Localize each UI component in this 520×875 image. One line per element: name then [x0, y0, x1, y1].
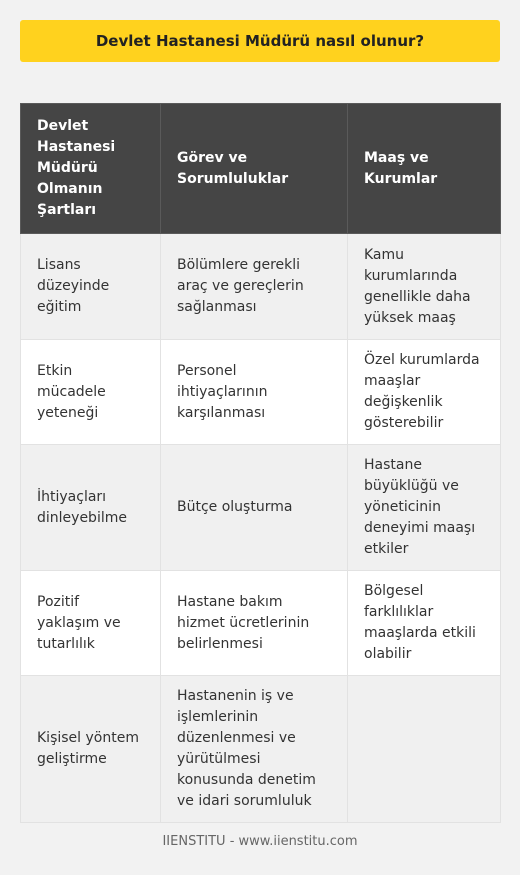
table-row [21, 571, 501, 676]
table-row [21, 445, 501, 571]
cell-requirement: Pozitif yaklaşım ve tutarlılık [21, 571, 161, 676]
cell-duty: Personel ihtiyaçlarının karşılanması [161, 340, 348, 445]
cell-requirement: İhtiyaçları dinleyebilme [21, 445, 161, 571]
cell-salary: Özel kurumlarda maaşlar değişkenlik gösterebilir [348, 340, 501, 445]
cell-salary: Kamu kurumlarında genellikle daha yüksek maaş [348, 234, 501, 340]
table-row [21, 234, 501, 340]
cell-duty: Bölümlere gerekli araç ve gereçlerin sağlanması [161, 234, 348, 340]
cell-requirement: Etkin mücadele yeteneği [21, 340, 161, 445]
table-row [21, 676, 501, 823]
page-title: Devlet Hastanesi Müdürü nasıl olunur? [20, 20, 500, 62]
header-duties: Görev ve Sorumluluklar [161, 104, 348, 234]
cell-duty: Hastanenin iş ve işlemlerinin düzenlenmesi ve yürütülmesi konusunda denetim ve idari sorumluluk [161, 676, 348, 823]
footer-credit: IIENSTITU - www.iienstitu.com [162, 834, 358, 849]
info-table [20, 103, 501, 823]
header-requirements: Devlet Hastanesi Müdürü Olmanın Şartları [21, 104, 161, 234]
cell-duty: Bütçe oluşturma [161, 445, 348, 571]
cell-salary: Hastane büyüklüğü ve yöneticinin deneyimi maaşı etkiler [348, 445, 501, 571]
cell-requirement: Kişisel yöntem geliştirme [21, 676, 161, 823]
cell-salary [348, 676, 501, 823]
header-salary: Maaş ve Kurumlar [348, 104, 501, 234]
table-header-row [21, 104, 501, 234]
cell-requirement: Lisans düzeyinde eğitim [21, 234, 161, 340]
table-row [21, 340, 501, 445]
cell-salary: Bölgesel farklılıklar maaşlarda etkili olabilir [348, 571, 501, 676]
cell-duty: Hastane bakım hizmet ücretlerinin belirlenmesi [161, 571, 348, 676]
